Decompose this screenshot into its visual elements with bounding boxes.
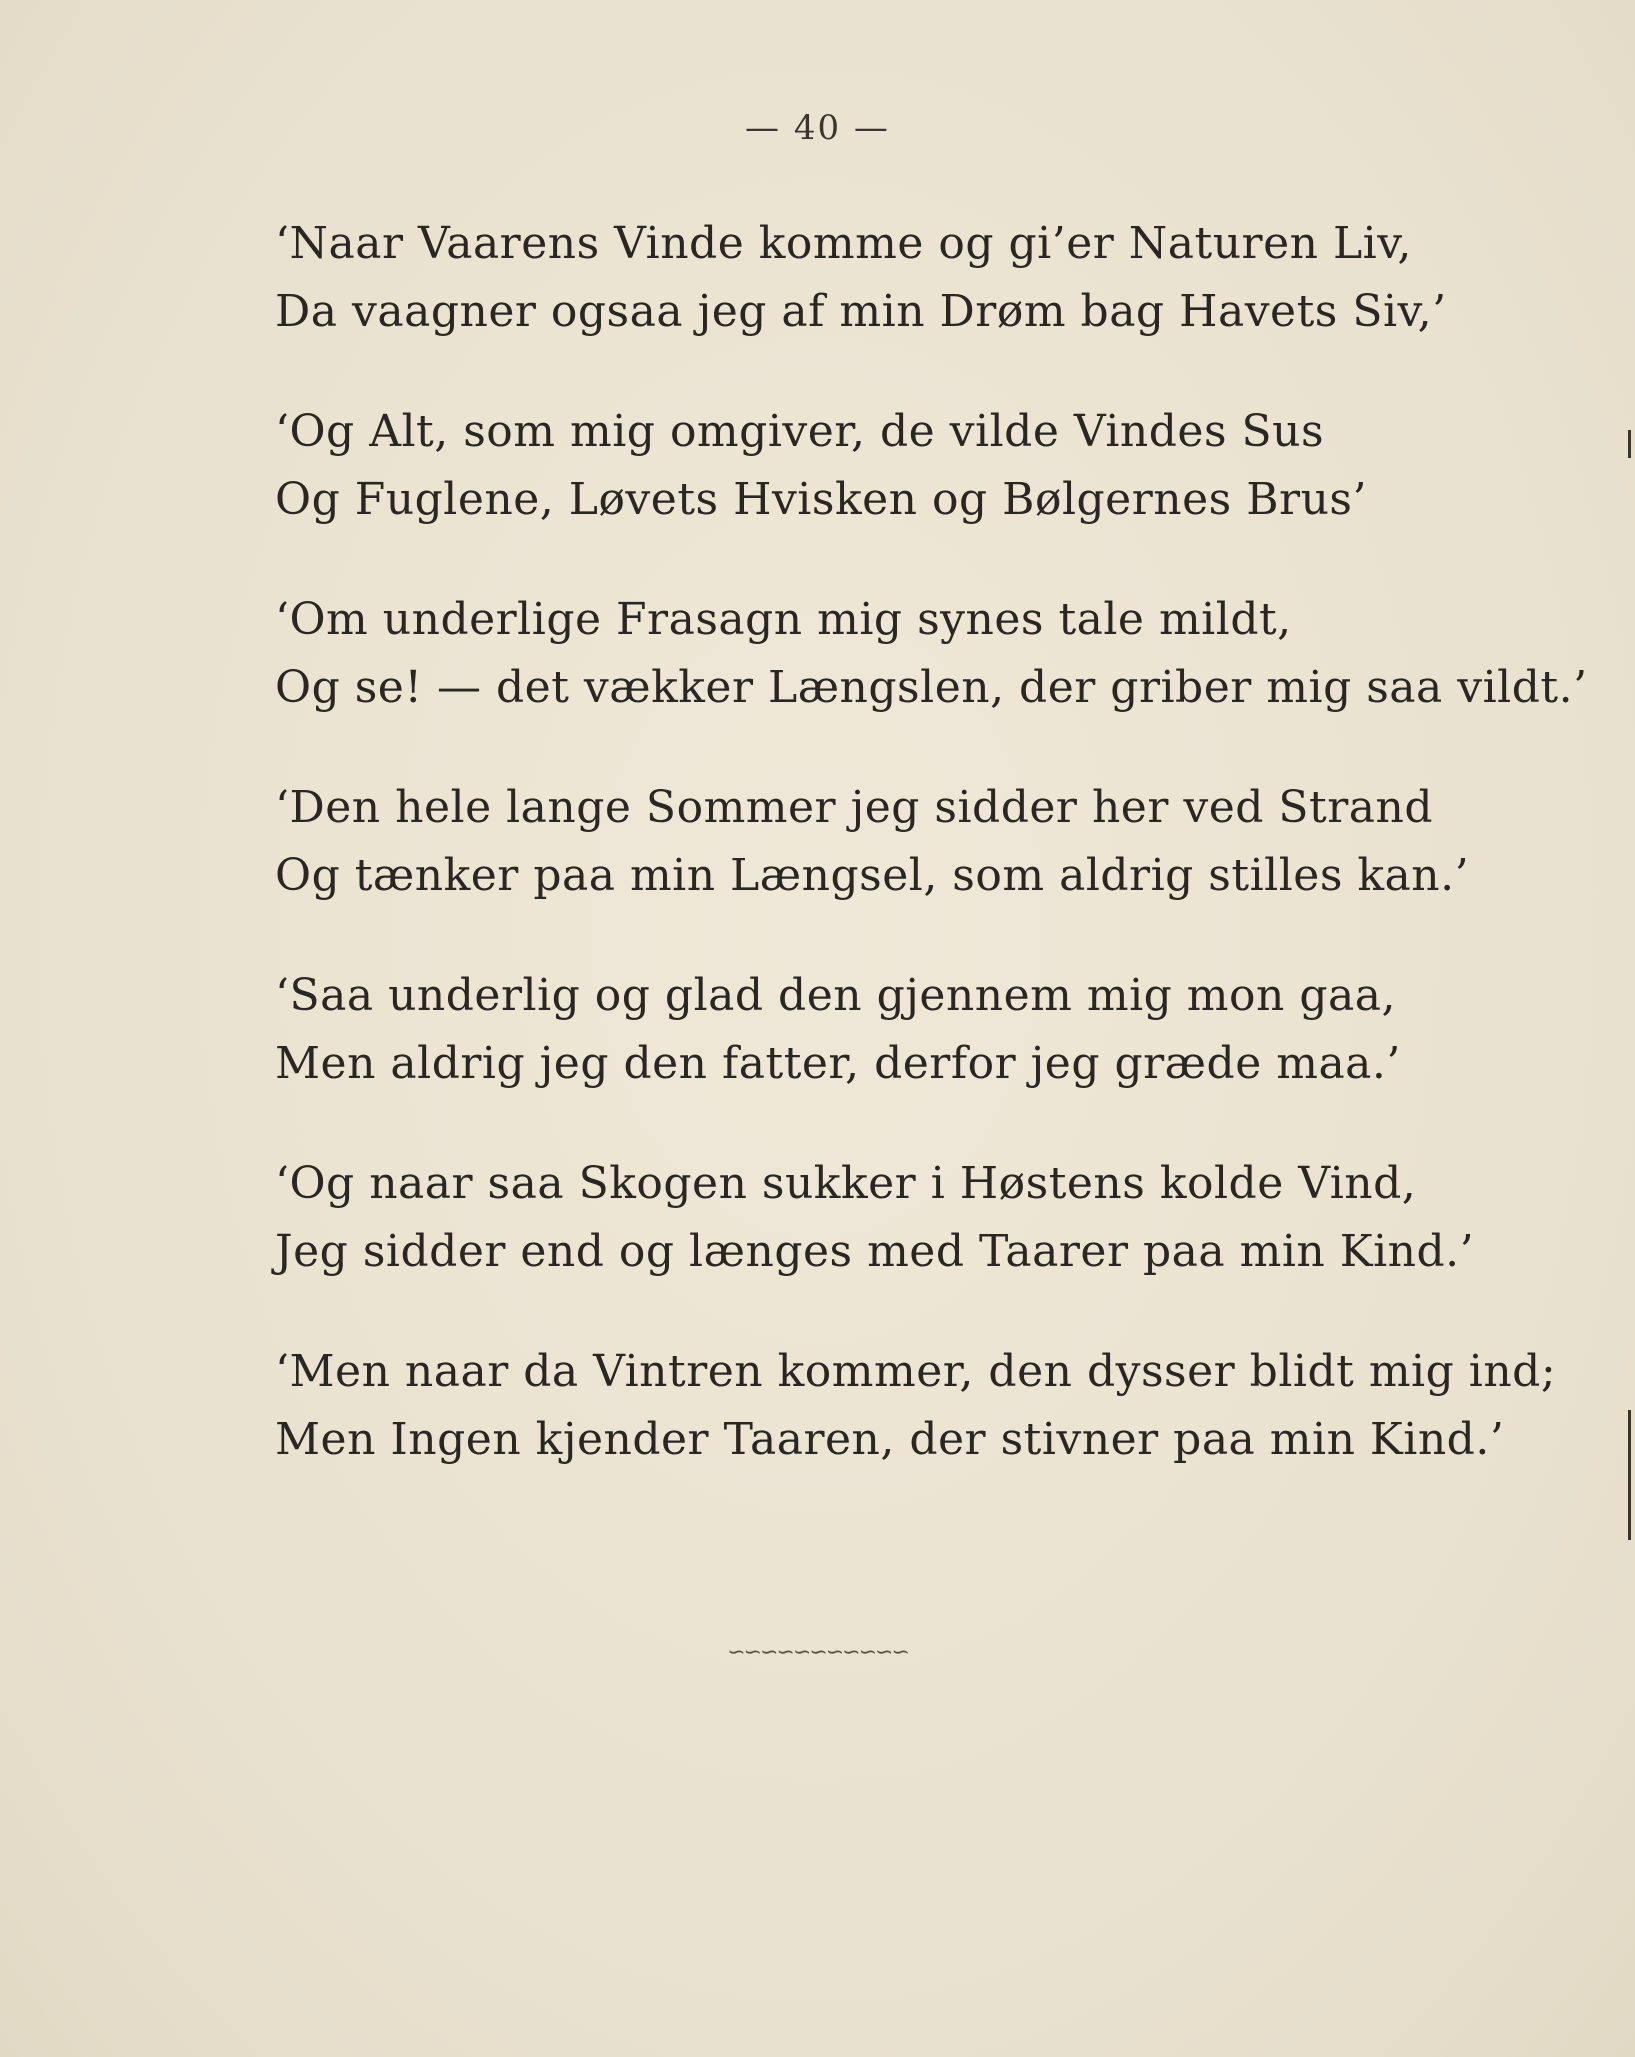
poem-line: Og tænker paa min Længsel, som aldrig stilles kan.’ (275, 850, 1470, 901)
stanza-6 (275, 1150, 1475, 1286)
poem (275, 210, 1588, 1526)
page-number: — 40 — (745, 108, 890, 148)
page-edge-mark (1628, 1410, 1631, 1540)
poem-line: ‘Men naar da Vintren kommer, den dysser blidt mig ind; (275, 1346, 1557, 1397)
stanza-4 (275, 774, 1470, 910)
poem-line: ‘Om underlige Frasagn mig synes tale mildt, (275, 594, 1292, 645)
poem-line: Og Fuglene, Løvets Hvisken og Bølgernes Brus’ (275, 474, 1367, 525)
poem-line: ‘Og naar saa Skogen sukker i Høstens kolde Vind, (275, 1158, 1417, 1209)
stanza-5 (275, 962, 1401, 1098)
stanza-3 (275, 586, 1588, 722)
poem-line: Men Ingen kjender Taaren, der stivner paa min Kind.’ (275, 1414, 1505, 1465)
stanza-1 (275, 210, 1447, 346)
poem-line: Jeg sidder end og længes med Taarer paa min Kind.’ (275, 1226, 1475, 1277)
poem-line: ‘Naar Vaarens Vinde komme og gi’er Naturen Liv, (275, 218, 1412, 269)
stanza-7 (275, 1338, 1557, 1474)
poem-line: Men aldrig jeg den fatter, derfor jeg græde maa.’ (275, 1038, 1401, 1089)
poem-line: ‘Saa underlig og glad den gjennem mig mon gaa, (275, 970, 1396, 1021)
poem-line: Da vaagner ogsaa jeg af min Drøm bag Havets Siv,’ (275, 286, 1447, 337)
end-ornament: ∽∽∽∽∽∽∽∽∽∽∽ (727, 1640, 908, 1665)
poem-line: Og se! — det vækker Længslen, der griber mig saa vildt.’ (275, 662, 1588, 713)
stanza-2 (275, 398, 1375, 534)
poem-line: ‘Den hele lange Sommer jeg sidder her ved Strand (275, 782, 1433, 833)
poem-line: ‘Og Alt, som mig omgiver, de vilde Vindes Sus (275, 406, 1325, 457)
page-edge-mark (1628, 430, 1631, 458)
